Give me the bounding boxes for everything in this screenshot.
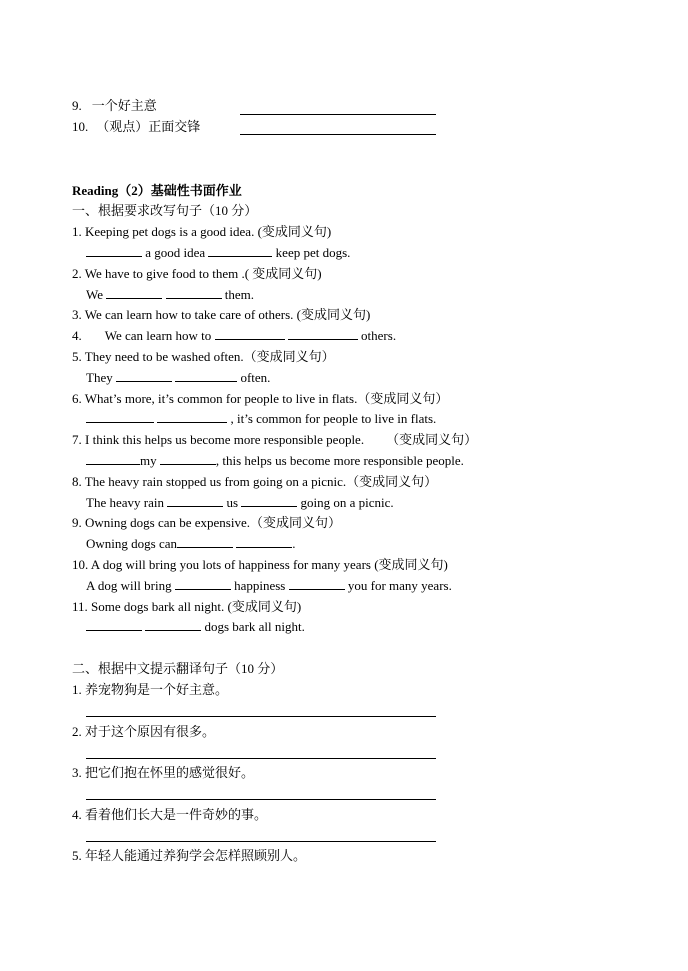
question-6-stem: 6. What’s more, it’s common for people to live in flats.（变成同义句）: [72, 391, 449, 406]
part2-heading: 二、根据中文提示翻译句子（10 分）: [72, 661, 284, 676]
answer-text: Owning dogs can: [86, 536, 177, 551]
answer-blank[interactable]: [116, 369, 172, 382]
answer-blank[interactable]: [175, 577, 231, 590]
part1-heading: 一、根据要求改写句子（10 分）: [72, 203, 258, 218]
question-7-stem: [72, 431, 477, 449]
answer-blank[interactable]: [86, 618, 142, 631]
answer-blank[interactable]: [288, 327, 358, 340]
answer-text: others.: [361, 328, 397, 343]
translation-item-1: 1. 养宠物狗是一个好主意。: [72, 682, 229, 697]
answer-text: dogs bark all night.: [204, 619, 305, 634]
answer-text: A dog will bring: [86, 578, 172, 593]
answer-blank[interactable]: [215, 327, 285, 340]
question-4-answer: [72, 327, 396, 345]
question-3-stem: 3. We can learn how to take care of others. (变成同义句): [72, 307, 371, 322]
question-9-stem: 9. Owning dogs can be expensive.（变成同义句）: [72, 515, 341, 530]
answer-blank[interactable]: [208, 244, 272, 257]
question-number: 4.: [72, 328, 82, 343]
answer-text: you for many years.: [347, 578, 452, 593]
section-title-rest: 基础性书面作业: [150, 183, 242, 198]
answer-blank[interactable]: [167, 494, 223, 507]
question-5-answer: [86, 369, 270, 387]
answer-blank[interactable]: [86, 452, 140, 465]
question-10-answer: [86, 577, 452, 595]
question-7-answer: [86, 452, 464, 470]
vocab-item-9: [72, 97, 157, 115]
answer-blank[interactable]: [106, 286, 162, 299]
answer-blank[interactable]: [160, 452, 216, 465]
vocab-number: 10.: [72, 119, 89, 134]
answer-text: We: [86, 287, 103, 302]
answer-blank[interactable]: [236, 535, 292, 548]
translation-answer-line-4[interactable]: [86, 841, 436, 842]
section-title-prefix: Reading（2）: [72, 183, 151, 198]
question-10-stem: 10. A dog will bring you lots of happiness for many years (变成同义句): [72, 557, 448, 572]
answer-blank[interactable]: [175, 369, 237, 382]
translation-item-3: 3. 把它们抱在怀里的感觉很好。: [72, 765, 255, 780]
question-1-stem: 1. Keeping pet dogs is a good idea. (变成同义句): [72, 224, 332, 239]
question-2-answer: [86, 286, 254, 304]
answer-text: happiness: [234, 578, 286, 593]
answer-blank[interactable]: [289, 577, 345, 590]
answer-blank[interactable]: [157, 410, 227, 423]
question-8-answer: [86, 494, 394, 512]
answer-blank[interactable]: [86, 410, 154, 423]
question-tag: （变成同义句）: [386, 432, 478, 447]
section-title: [72, 182, 242, 200]
vocab-text: 一个好主意: [91, 98, 157, 113]
vocab-item-10: [72, 118, 200, 136]
question-11-stem: 11. Some dogs bark all night. (变成同义句): [72, 599, 302, 614]
answer-text: my: [140, 453, 157, 468]
answer-text: They: [86, 370, 113, 385]
question-2-stem: 2. We have to give food to them .( 变成同义句): [72, 266, 322, 281]
answer-text: , it’s common for people to live in flats.: [230, 411, 437, 426]
translation-item-5: 5. 年轻人能通过养狗学会怎样照顾别人。: [72, 848, 307, 863]
answer-text: them.: [224, 287, 254, 302]
translation-answer-line-3[interactable]: [86, 799, 436, 800]
vocab-text: （观点）正面交锋: [96, 119, 201, 134]
vocab-number: 9.: [72, 98, 82, 113]
answer-blank[interactable]: [145, 618, 201, 631]
vocab-answer-line-10[interactable]: [240, 134, 436, 135]
answer-text: The heavy rain: [86, 495, 164, 510]
question-9-answer: Owning dogs can .: [86, 536, 296, 551]
vocab-answer-line-9[interactable]: [240, 114, 436, 115]
question-6-answer: [86, 410, 436, 428]
question-8-stem: 8. The heavy rain stopped us from going on a picnic.（变成同义句）: [72, 474, 438, 489]
question-text: 7. I think this helps us become more responsible people.: [72, 432, 365, 447]
translation-item-2: 2. 对于这个原因有很多。: [72, 724, 216, 739]
question-11-answer: [86, 618, 305, 636]
answer-blank[interactable]: [166, 286, 222, 299]
answer-blank[interactable]: [177, 535, 233, 548]
answer-text: going on a picnic.: [300, 495, 394, 510]
translation-answer-line-2[interactable]: [86, 758, 436, 759]
answer-blank[interactable]: [86, 244, 142, 257]
answer-text: us: [226, 495, 239, 510]
answer-text: keep pet dogs.: [275, 245, 351, 260]
answer-text: often.: [240, 370, 271, 385]
answer-text: a good idea: [145, 245, 206, 260]
answer-text: , this helps us become more responsible people.: [215, 453, 464, 468]
translation-item-4: 4. 看着他们长大是一件奇妙的事。: [72, 807, 268, 822]
answer-blank[interactable]: [241, 494, 297, 507]
answer-text: We can learn how to: [104, 328, 212, 343]
question-5-stem: 5. They need to be washed often.（变成同义句）: [72, 349, 335, 364]
translation-answer-line-1[interactable]: [86, 716, 436, 717]
question-1-answer: [86, 244, 350, 262]
